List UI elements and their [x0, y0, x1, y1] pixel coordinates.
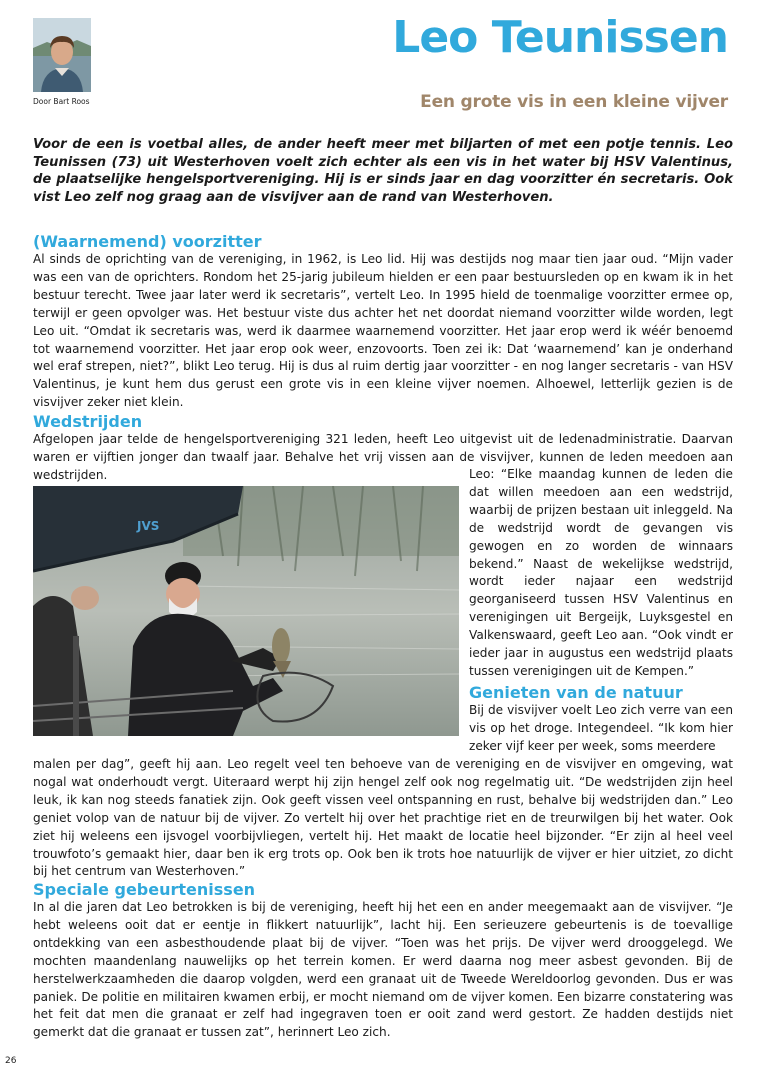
paragraph: malen per dag”, geeft hij aan. Leo regelt veel ten behoeve van de vereniging en de visvijver en omgeving, wat nogal wat onderhoudt vergt. Uiteraard werpt hij zijn hengel zelf ook nog regelmatig uit. “De wedstrijden zijn heel leuk, ik kan nog steeds fanatiek zijn. Ook geeft vissen veel ontspanning en rust, behalve bij wedstrijden dan.” Leo geniet volop van de natuur bij de vijver. Zo vertelt hij over het prachtige riet en de treurwilgen bij het water. Ook ziet hij weleens een ijsvogel voorbijvliegen, vertelt hij. Het maakt de locatie heel bijzonder. “Er zijn al heel veel trouwfoto’s gemaakt hier, daar ben ik erg trots op. Ook ben ik trots hoe natuurlijk de vijver er hier uitziet, zo dicht bij het centrum van Westerhoven.” — [33, 757, 733, 879]
page-number: 26 — [5, 1056, 17, 1066]
umbrella-label: JVS — [137, 519, 160, 533]
article-title: Leo Teunissen — [392, 12, 728, 63]
section-text-natuur-full — [33, 756, 733, 881]
paragraph: Bij de visvijver voelt Leo zich verre van een vis op het droge. Integendeel. “Ik kom hier zeker vijf keer per week, soms meerdere — [469, 703, 733, 753]
author-caption: Door Bart Roos — [33, 97, 90, 106]
section-heading-voorzitter: (Waarnemend) voorzitter — [33, 232, 262, 251]
article-subtitle: Een grote vis in een kleine vijver — [420, 92, 728, 112]
paragraph: Al sinds de oprichting van de vereniging, in 1962, is Leo lid. Hij was destijds nog maar tien jaar oud. “Mijn vader was een van de oprichters. Rondom het 25-jarig jubileum hielden er een paar bestuursleden op en kwam ik in het bestuur terecht. Twee jaar later werd ik secretaris”, vertelt Leo. In 1995 hield de toenmalige voorzitter ermee op, terwijl er geen opvolger was. Het bestuur viste dus achter het net doordat niemand voorzitter wilde worden, legt Leo uit. “Omdat ik secretaris was, werd ik daarmee waarnemend voorzitter. Het jaar erop werd ik wéér benoemd tot waarnemend voorzitter. Het jaar erop ook weer, enzovoorts. Toen zei ik: Dat ‘waarnemend’ kan je onderhand wel eraf strepen, niet?”, blikt Leo terug. Hij is dus al ruim dertig jaar voorzitter - en nog langer secretaris - van HSV Valentinus, je kunt hem dus gerust een grote vis in een kleine vijver noemen. Alhoewel, letterlijk gezien is de visvijver zeker niet klein. — [33, 252, 733, 410]
paragraph: Leo: “Elke maandag kunnen de leden die dat willen meedoen aan een wedstrijd, waarbij de prijzen bestaan uit inleggeld. Na de wedstrijd wordt de gevangen vis gewogen en zo worden de winnaars bekend.” Naast de wekelijkse wedstrijd, wordt ieder najaar een wedstrijd georganiseerd tussen HSV Valentinus en verenigingen uit Bergeijk, Luyksgestel en Valkenswaard, geeft Leo aan. “Ook vindt er ieder jaar in augustus een wedstrijd plaats tussen verenigingen uit de Kempen.” — [469, 467, 733, 678]
section-text-voorzitter — [33, 251, 733, 412]
section-text-gebeurtenissen — [33, 899, 733, 1042]
section-heading-wedstrijden: Wedstrijden — [33, 412, 143, 431]
section-heading-gebeurtenissen: Speciale gebeurtenissen — [33, 880, 256, 899]
paragraph: Afgelopen jaar telde de hengelsportvereniging 321 leden, heeft Leo uitgevist uit de ledenadministratie. Daarvan waren er vijftien jonger dan twaalf jaar. Behalve het vrij vissen aan de visvijver, kunnen de leden meedoen aan wedstrijden. — [33, 432, 733, 482]
section-text-wedstrijden-side — [469, 466, 733, 681]
section-heading-natuur: Genieten van de natuur — [469, 683, 683, 702]
fisherman-photo-icon — [33, 486, 459, 736]
section-text-natuur-side — [469, 702, 733, 756]
article-intro: Voor de een is voetbal alles, de ander heeft meer met biljarten of met een potje tennis. Leo Teunissen (73) uit Westerhoven voelt zich echter als een vis in het water bij HSV Valentinus, de plaatselijke hengelsportvereniging. Hij is er sinds jaar en dag voorzitter én secretaris. Ook vist Leo zelf nog graag aan de visvijver aan de rand van Westerhoven. — [33, 137, 733, 205]
paragraph: In al die jaren dat Leo betrokken is bij de vereniging, heeft hij het een en ander meegemaakt aan de visvijver. “Je hebt weleens ooit dat er eentje in flikkert natuurlijk”, lacht hij. Een serieuzere gebeurtenis is de toevallige ontdekking van een asbesthoudende plaat bij de vijver. “Toen was het prijs. De vijver werd drooggelegd. We mochten maandenlang nauwelijks op het terrein komen. Er werd daarna nog meer asbest gevonden. Bij de herstelwerkzaamheden die daarop volgden, werd een granaat uit de Tweede Wereldoorlog gevonden. Dus er was paniek. De politie en militairen kwamen erbij, er mocht niemand om de vijver komen. Een bizarre constatering was het feit dat men die granaat er zelf had ingegraven toen er ooit zand werd gestort. Ze hadden destijds niet gemerkt dat die granaat er tussen zat”, herinnert Leo zich. — [33, 900, 733, 1040]
author-portrait-icon — [33, 18, 91, 92]
